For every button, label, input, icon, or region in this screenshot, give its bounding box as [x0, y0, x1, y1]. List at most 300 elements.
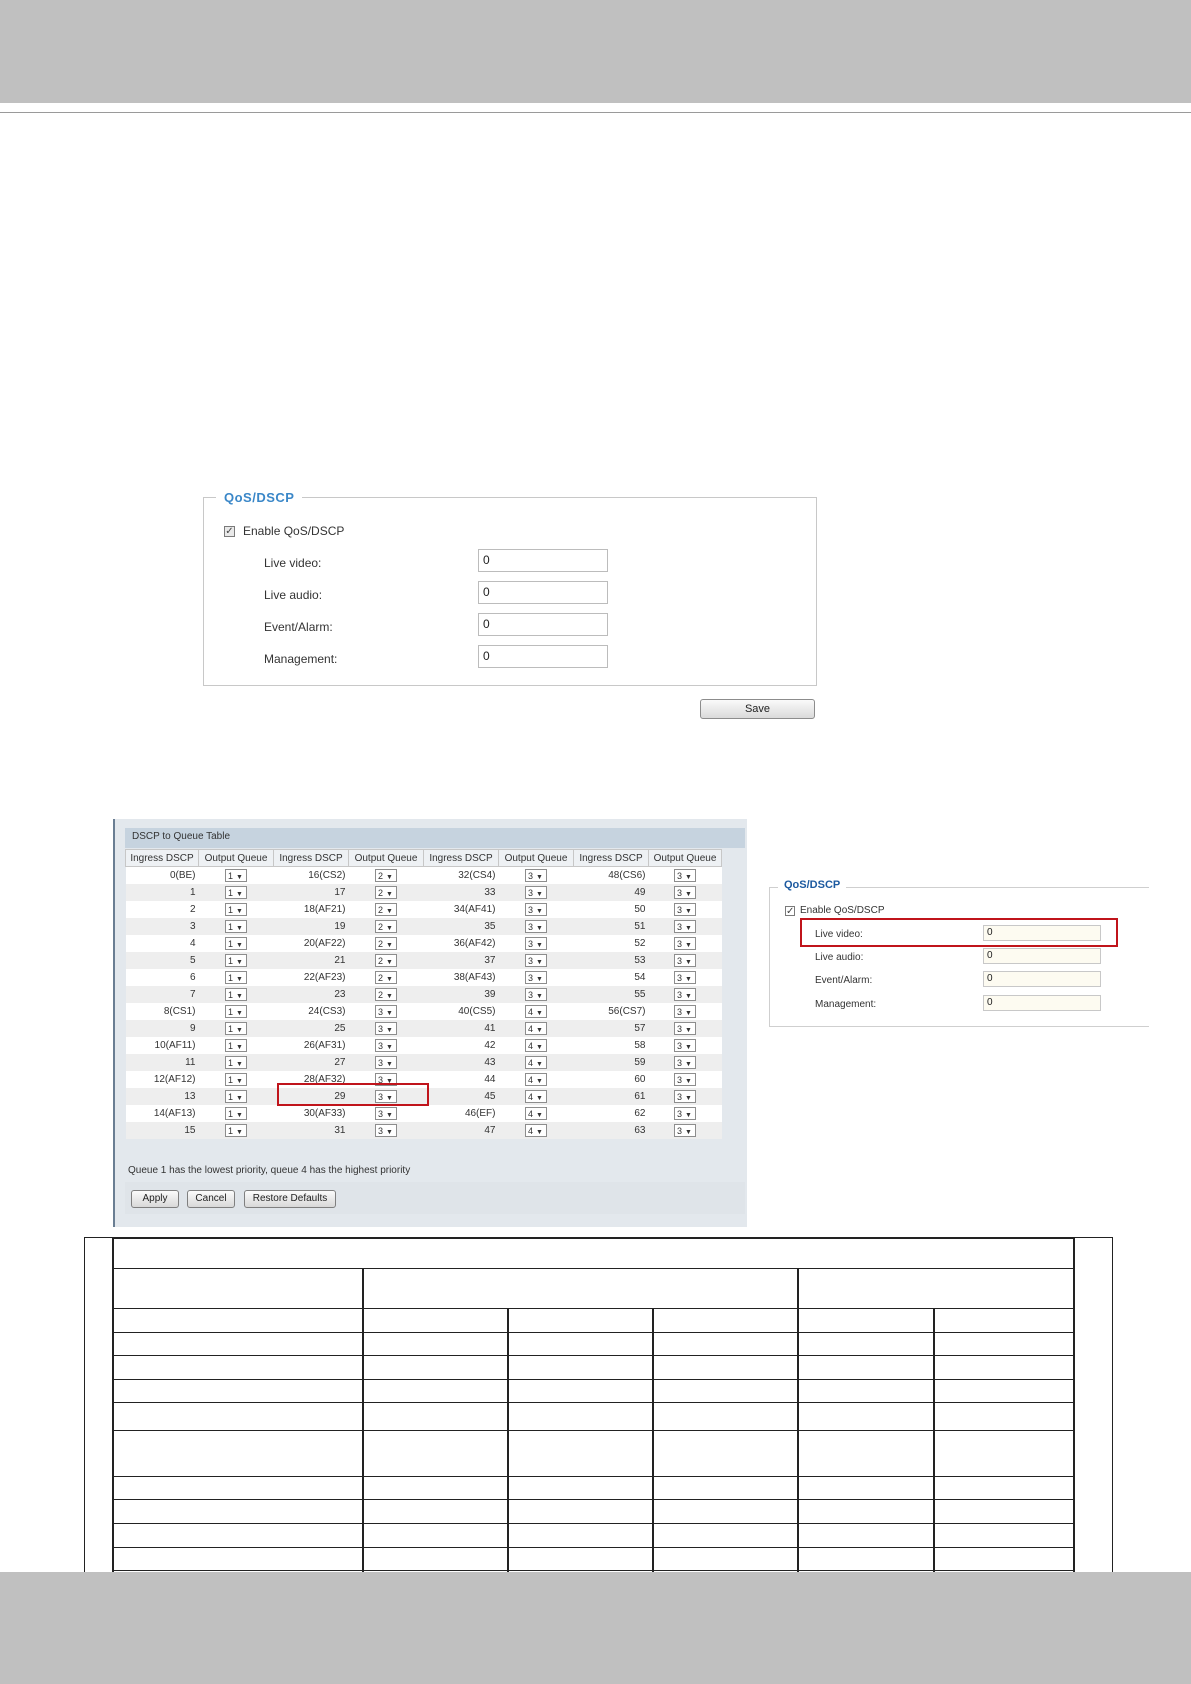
- output-queue-select[interactable]: [525, 1124, 547, 1137]
- output-queue-cell: [649, 1105, 722, 1122]
- ingress-dscp-cell: 11: [126, 1054, 199, 1071]
- spec-table-row: [112, 1332, 1074, 1333]
- output-queue-cell: [349, 1105, 424, 1122]
- ingress-dscp-cell: 55: [574, 986, 649, 1003]
- ingress-dscp-cell: 23: [274, 986, 349, 1003]
- chevron-down-icon: ▼: [536, 1044, 543, 1051]
- output-queue-value: 2: [378, 956, 384, 966]
- output-queue-value: 3: [677, 1041, 683, 1051]
- output-queue-cell: [199, 884, 274, 901]
- chevron-down-icon: ▼: [386, 925, 393, 932]
- chevron-down-icon: ▼: [536, 1129, 543, 1136]
- ingress-dscp-cell: 8(CS1): [126, 1003, 199, 1020]
- output-queue-value: 1: [228, 1024, 234, 1034]
- event-alarm-input-small[interactable]: 0: [983, 971, 1101, 987]
- output-queue-cell: [499, 1105, 574, 1122]
- chevron-down-icon: ▼: [685, 976, 692, 983]
- output-queue-cell: [649, 1037, 722, 1054]
- output-queue-value: 1: [228, 1126, 234, 1136]
- output-queue-value: 3: [677, 1075, 683, 1085]
- table-row: [126, 1020, 722, 1037]
- output-queue-value: 2: [378, 922, 384, 932]
- output-queue-value: 3: [528, 871, 534, 881]
- output-queue-cell: [199, 1105, 274, 1122]
- output-queue-select[interactable]: [225, 920, 247, 933]
- output-queue-value: 3: [677, 888, 683, 898]
- ingress-dscp-cell: 37: [424, 952, 499, 969]
- spec-table-row: [112, 1430, 1074, 1431]
- output-queue-cell: [499, 901, 574, 918]
- table-row: [126, 901, 722, 918]
- output-queue-value: 1: [228, 888, 234, 898]
- output-queue-cell: [199, 969, 274, 986]
- output-queue-cell: [349, 918, 424, 935]
- chevron-down-icon: ▼: [386, 1078, 393, 1085]
- ingress-dscp-cell: 15: [126, 1122, 199, 1139]
- output-queue-value: 3: [528, 888, 534, 898]
- output-queue-cell: [349, 901, 424, 918]
- output-queue-select[interactable]: [525, 1056, 547, 1069]
- spec-table-vline: [652, 1309, 654, 1572]
- output-queue-value: 1: [228, 1109, 234, 1119]
- output-queue-select[interactable]: [525, 886, 547, 899]
- chevron-down-icon: ▼: [236, 1044, 243, 1051]
- chevron-down-icon: ▼: [685, 874, 692, 881]
- spec-table-row: [112, 1547, 1074, 1548]
- ingress-dscp-cell: 7: [126, 986, 199, 1003]
- ingress-dscp-cell: 36(AF42): [424, 935, 499, 952]
- output-queue-select[interactable]: [225, 1073, 247, 1086]
- output-queue-value: 3: [378, 1126, 384, 1136]
- output-queue-select[interactable]: [525, 971, 547, 984]
- output-queue-cell: [199, 1037, 274, 1054]
- ingress-dscp-cell: 22(AF23): [274, 969, 349, 986]
- output-queue-cell: [199, 1003, 274, 1020]
- chevron-down-icon: ▼: [236, 1129, 243, 1136]
- table-row: [126, 1037, 722, 1054]
- output-queue-value: 3: [378, 1075, 384, 1085]
- output-queue-value: 3: [677, 1058, 683, 1068]
- ingress-dscp-cell: 3: [126, 918, 199, 935]
- output-queue-select[interactable]: [674, 1039, 696, 1052]
- output-queue-cell: [199, 1071, 274, 1088]
- output-queue-value: 4: [528, 1092, 534, 1102]
- output-queue-value: 3: [528, 956, 534, 966]
- output-queue-select[interactable]: [525, 1107, 547, 1120]
- output-queue-value: 1: [228, 922, 234, 932]
- output-queue-value: 3: [677, 990, 683, 1000]
- chevron-down-icon: ▼: [386, 1112, 393, 1119]
- live-audio-input-small[interactable]: 0: [983, 948, 1101, 964]
- output-queue-value: 3: [528, 905, 534, 915]
- table-row: [126, 952, 722, 969]
- output-queue-cell: [349, 1037, 424, 1054]
- output-queue-value: 2: [378, 888, 384, 898]
- output-queue-value: 1: [228, 990, 234, 1000]
- output-queue-select[interactable]: [375, 988, 397, 1001]
- output-queue-select[interactable]: [375, 971, 397, 984]
- cancel-button[interactable]: Cancel: [187, 1190, 235, 1208]
- output-queue-select[interactable]: [674, 1124, 696, 1137]
- output-queue-select[interactable]: [225, 1039, 247, 1052]
- dscp-table-title: DSCP to Queue Table: [132, 831, 231, 842]
- live-video-label: Live video:: [264, 556, 322, 570]
- priority-note: Queue 1 has the lowest priority, queue 4 has the highest priority: [128, 1165, 411, 1176]
- output-queue-cell: [499, 918, 574, 935]
- output-queue-value: 2: [378, 990, 384, 1000]
- output-queue-select[interactable]: [375, 1005, 397, 1018]
- chevron-down-icon: ▼: [536, 976, 543, 983]
- chevron-down-icon: ▼: [685, 1010, 692, 1017]
- output-queue-value: 1: [228, 905, 234, 915]
- spec-table-row: [112, 1402, 1074, 1403]
- output-queue-select[interactable]: [525, 869, 547, 882]
- chevron-down-icon: ▼: [236, 993, 243, 1000]
- ingress-dscp-cell: 1: [126, 884, 199, 901]
- output-queue-select[interactable]: [674, 954, 696, 967]
- ingress-dscp-cell: 60: [574, 1071, 649, 1088]
- ingress-dscp-cell: 5: [126, 952, 199, 969]
- output-queue-value: 4: [528, 1007, 534, 1017]
- output-queue-select[interactable]: [225, 1107, 247, 1120]
- output-queue-value: 2: [378, 871, 384, 881]
- spec-table-row: [112, 1570, 1074, 1571]
- chevron-down-icon: ▼: [536, 942, 543, 949]
- output-queue-cell: [349, 884, 424, 901]
- output-queue-select[interactable]: [674, 1005, 696, 1018]
- ingress-dscp-cell: 30(AF33): [274, 1105, 349, 1122]
- output-queue-cell: [499, 867, 574, 885]
- output-queue-value: 3: [677, 1126, 683, 1136]
- chevron-down-icon: ▼: [685, 1044, 692, 1051]
- output-queue-value: 3: [677, 1109, 683, 1119]
- output-queue-value: 2: [378, 939, 384, 949]
- output-queue-select[interactable]: [674, 1022, 696, 1035]
- ingress-dscp-cell: 41: [424, 1020, 499, 1037]
- output-queue-select[interactable]: [525, 1022, 547, 1035]
- output-queue-value: 3: [677, 871, 683, 881]
- output-queue-value: 3: [677, 1007, 683, 1017]
- output-queue-cell: [649, 1003, 722, 1020]
- live-video-input[interactable]: 0: [478, 549, 608, 572]
- spec-table-vline: [112, 1238, 114, 1572]
- output-queue-select[interactable]: [225, 1022, 247, 1035]
- ingress-dscp-cell: 59: [574, 1054, 649, 1071]
- management-input-small[interactable]: 0: [983, 995, 1101, 1011]
- live-video-label-small: Live video:: [815, 929, 863, 940]
- output-queue-cell: [649, 1088, 722, 1105]
- chevron-down-icon: ▼: [236, 942, 243, 949]
- output-queue-select[interactable]: [225, 937, 247, 950]
- apply-button[interactable]: Apply: [131, 1190, 179, 1208]
- chevron-down-icon: ▼: [685, 1027, 692, 1034]
- output-queue-select[interactable]: [225, 971, 247, 984]
- chevron-down-icon: ▼: [236, 1061, 243, 1068]
- enable-qos-checkbox-small[interactable]: ✓: [786, 906, 795, 917]
- output-queue-select[interactable]: [225, 1124, 247, 1137]
- ingress-dscp-cell: 29: [274, 1088, 349, 1105]
- output-queue-select[interactable]: [674, 1056, 696, 1069]
- ingress-dscp-cell: 20(AF22): [274, 935, 349, 952]
- column-header: Output Queue: [199, 850, 274, 867]
- output-queue-select[interactable]: [375, 1124, 397, 1137]
- ingress-dscp-cell: 9: [126, 1020, 199, 1037]
- ingress-dscp-cell: 49: [574, 884, 649, 901]
- output-queue-select[interactable]: [525, 1073, 547, 1086]
- ingress-dscp-cell: 24(CS3): [274, 1003, 349, 1020]
- output-queue-cell: [199, 918, 274, 935]
- ingress-dscp-cell: 58: [574, 1037, 649, 1054]
- management-label: Management:: [264, 652, 338, 666]
- chevron-down-icon: ▼: [386, 1129, 393, 1136]
- chevron-down-icon: ▼: [236, 925, 243, 932]
- chevron-down-icon: ▼: [236, 959, 243, 966]
- output-queue-select[interactable]: [375, 920, 397, 933]
- output-queue-select[interactable]: [375, 1022, 397, 1035]
- output-queue-cell: [199, 935, 274, 952]
- ingress-dscp-cell: 10(AF11): [126, 1037, 199, 1054]
- chevron-down-icon: ▼: [236, 1078, 243, 1085]
- ingress-dscp-cell: 54: [574, 969, 649, 986]
- output-queue-value: 1: [228, 1041, 234, 1051]
- output-queue-select[interactable]: [225, 869, 247, 882]
- save-button[interactable]: Save: [700, 699, 815, 719]
- output-queue-cell: [349, 1122, 424, 1139]
- chevron-down-icon: ▼: [685, 908, 692, 915]
- output-queue-value: 3: [378, 1058, 384, 1068]
- output-queue-value: 4: [528, 1075, 534, 1085]
- enable-qos-checkbox[interactable]: ✓: [225, 526, 234, 537]
- spec-table-vline: [797, 1269, 799, 1572]
- output-queue-cell: [349, 1020, 424, 1037]
- output-queue-select[interactable]: [375, 869, 397, 882]
- management-label-small: Management:: [815, 999, 877, 1010]
- ingress-dscp-cell: 26(AF31): [274, 1037, 349, 1054]
- ingress-dscp-cell: 46(EF): [424, 1105, 499, 1122]
- ingress-dscp-cell: 0(BE): [126, 867, 199, 885]
- chevron-down-icon: ▼: [536, 1095, 543, 1102]
- output-queue-cell: [649, 918, 722, 935]
- spec-table-row: [112, 1476, 1074, 1477]
- chevron-down-icon: ▼: [685, 959, 692, 966]
- output-queue-select[interactable]: [525, 1039, 547, 1052]
- ingress-dscp-cell: 45: [424, 1088, 499, 1105]
- ingress-dscp-cell: 25: [274, 1020, 349, 1037]
- ingress-dscp-cell: 19: [274, 918, 349, 935]
- spec-table-vline: [362, 1269, 364, 1572]
- output-queue-select[interactable]: [375, 1039, 397, 1052]
- output-queue-select[interactable]: [225, 988, 247, 1001]
- chevron-down-icon: ▼: [386, 1010, 393, 1017]
- chevron-down-icon: ▼: [685, 1095, 692, 1102]
- spec-table-vline: [1073, 1238, 1075, 1572]
- table-row: [126, 1105, 722, 1122]
- output-queue-cell: [499, 986, 574, 1003]
- output-queue-value: 1: [228, 973, 234, 983]
- output-queue-value: 3: [378, 1007, 384, 1017]
- output-queue-value: 4: [528, 1058, 534, 1068]
- output-queue-select[interactable]: [375, 937, 397, 950]
- management-input[interactable]: 0: [478, 645, 608, 668]
- qos-dscp-legend-small: QoS/DSCP: [778, 879, 846, 891]
- enable-qos-label: Enable QoS/DSCP: [243, 524, 345, 538]
- output-queue-select[interactable]: [674, 971, 696, 984]
- output-queue-select[interactable]: [674, 988, 696, 1001]
- chevron-down-icon: ▼: [536, 1010, 543, 1017]
- restore-defaults-button[interactable]: Restore Defaults: [244, 1190, 336, 1208]
- output-queue-value: 3: [378, 1092, 384, 1102]
- output-queue-value: 2: [378, 905, 384, 915]
- output-queue-cell: [199, 901, 274, 918]
- chevron-down-icon: ▼: [236, 976, 243, 983]
- output-queue-select[interactable]: [225, 1005, 247, 1018]
- output-queue-value: 3: [677, 922, 683, 932]
- output-queue-select[interactable]: [674, 920, 696, 933]
- event-alarm-label-small: Event/Alarm:: [815, 975, 873, 986]
- output-queue-value: 4: [528, 1109, 534, 1119]
- ingress-dscp-cell: 31: [274, 1122, 349, 1139]
- chevron-down-icon: ▼: [536, 1061, 543, 1068]
- output-queue-value: 3: [528, 922, 534, 932]
- ingress-dscp-cell: 43: [424, 1054, 499, 1071]
- output-queue-value: 1: [228, 1075, 234, 1085]
- output-queue-cell: [199, 1054, 274, 1071]
- output-queue-value: 3: [677, 905, 683, 915]
- event-alarm-label: Event/Alarm:: [264, 620, 333, 634]
- table-row: [126, 918, 722, 935]
- ingress-dscp-cell: 14(AF13): [126, 1105, 199, 1122]
- output-queue-select[interactable]: [674, 1090, 696, 1103]
- header-divider: [0, 112, 1191, 113]
- chevron-down-icon: ▼: [536, 908, 543, 915]
- live-audio-input[interactable]: 0: [478, 581, 608, 604]
- chevron-down-icon: ▼: [236, 1010, 243, 1017]
- highlight-box-live-video: [800, 918, 1118, 947]
- output-queue-value: 3: [677, 1092, 683, 1102]
- output-queue-select[interactable]: [375, 1056, 397, 1069]
- chevron-down-icon: ▼: [236, 874, 243, 881]
- output-queue-cell: [349, 952, 424, 969]
- event-alarm-input[interactable]: 0: [478, 613, 608, 636]
- output-queue-cell: [499, 1020, 574, 1037]
- chevron-down-icon: ▼: [386, 1095, 393, 1102]
- output-queue-cell: [649, 1071, 722, 1088]
- output-queue-cell: [649, 986, 722, 1003]
- ingress-dscp-cell: 38(AF43): [424, 969, 499, 986]
- chevron-down-icon: ▼: [685, 993, 692, 1000]
- output-queue-select[interactable]: [674, 1107, 696, 1120]
- output-queue-cell: [199, 1088, 274, 1105]
- output-queue-select[interactable]: [225, 954, 247, 967]
- output-queue-select[interactable]: [525, 954, 547, 967]
- ingress-dscp-cell: 39: [424, 986, 499, 1003]
- chevron-down-icon: ▼: [685, 1112, 692, 1119]
- dscp-queue-table-panel: [113, 819, 747, 1227]
- output-queue-cell: [649, 901, 722, 918]
- output-queue-value: 3: [378, 1024, 384, 1034]
- output-queue-cell: [199, 986, 274, 1003]
- ingress-dscp-cell: 42: [424, 1037, 499, 1054]
- output-queue-select[interactable]: [525, 1005, 547, 1018]
- column-header: Ingress DSCP: [424, 850, 499, 867]
- output-queue-select[interactable]: [375, 903, 397, 916]
- output-queue-select[interactable]: [225, 886, 247, 899]
- chevron-down-icon: ▼: [386, 976, 393, 983]
- output-queue-cell: [649, 1020, 722, 1037]
- output-queue-select[interactable]: [375, 1107, 397, 1120]
- output-queue-cell: [349, 1003, 424, 1020]
- live-video-input-small[interactable]: 0: [983, 925, 1101, 941]
- output-queue-value: 1: [228, 871, 234, 881]
- column-header: Ingress DSCP: [274, 850, 349, 867]
- chevron-down-icon: ▼: [685, 891, 692, 898]
- ingress-dscp-cell: 40(CS5): [424, 1003, 499, 1020]
- chevron-down-icon: ▼: [236, 1112, 243, 1119]
- ingress-dscp-cell: 61: [574, 1088, 649, 1105]
- output-queue-select[interactable]: [674, 869, 696, 882]
- table-row: [126, 986, 722, 1003]
- output-queue-select[interactable]: [375, 886, 397, 899]
- output-queue-value: 4: [528, 1126, 534, 1136]
- output-queue-value: 1: [228, 1007, 234, 1017]
- ingress-dscp-cell: 62: [574, 1105, 649, 1122]
- ingress-dscp-cell: 52: [574, 935, 649, 952]
- output-queue-cell: [199, 1020, 274, 1037]
- output-queue-select[interactable]: [525, 920, 547, 933]
- output-queue-select[interactable]: [525, 1090, 547, 1103]
- ingress-dscp-cell: 44: [424, 1071, 499, 1088]
- ingress-dscp-cell: 34(AF41): [424, 901, 499, 918]
- ingress-dscp-cell: 28(AF32): [274, 1071, 349, 1088]
- output-queue-select[interactable]: [674, 903, 696, 916]
- output-queue-cell: [499, 1037, 574, 1054]
- chevron-down-icon: ▼: [685, 1129, 692, 1136]
- output-queue-select[interactable]: [525, 937, 547, 950]
- output-queue-select[interactable]: [674, 937, 696, 950]
- output-queue-value: 1: [228, 1092, 234, 1102]
- chevron-down-icon: ▼: [386, 891, 393, 898]
- output-queue-cell: [499, 1122, 574, 1139]
- output-queue-select[interactable]: [225, 1056, 247, 1069]
- spec-table-row: [112, 1523, 1074, 1524]
- output-queue-select[interactable]: [525, 988, 547, 1001]
- output-queue-cell: [499, 1071, 574, 1088]
- spec-table-vline: [507, 1309, 509, 1572]
- output-queue-value: 1: [228, 956, 234, 966]
- table-row: [126, 1122, 722, 1139]
- page-header-bar: [0, 0, 1191, 103]
- output-queue-cell: [349, 986, 424, 1003]
- output-queue-cell: [649, 867, 722, 885]
- chevron-down-icon: ▼: [236, 891, 243, 898]
- ingress-dscp-cell: 12(AF12): [126, 1071, 199, 1088]
- output-queue-select[interactable]: [375, 954, 397, 967]
- output-queue-cell: [349, 1054, 424, 1071]
- highlight-box-af32: [277, 1083, 429, 1106]
- output-queue-select[interactable]: [674, 1073, 696, 1086]
- ingress-dscp-cell: 35: [424, 918, 499, 935]
- output-queue-cell: [649, 884, 722, 901]
- output-queue-cell: [499, 969, 574, 986]
- output-queue-select[interactable]: [225, 903, 247, 916]
- output-queue-select[interactable]: [674, 886, 696, 899]
- output-queue-value: 2: [378, 973, 384, 983]
- ingress-dscp-cell: 56(CS7): [574, 1003, 649, 1020]
- ingress-dscp-cell: 57: [574, 1020, 649, 1037]
- ingress-dscp-cell: 13: [126, 1088, 199, 1105]
- output-queue-select[interactable]: [525, 903, 547, 916]
- output-queue-select[interactable]: [225, 1090, 247, 1103]
